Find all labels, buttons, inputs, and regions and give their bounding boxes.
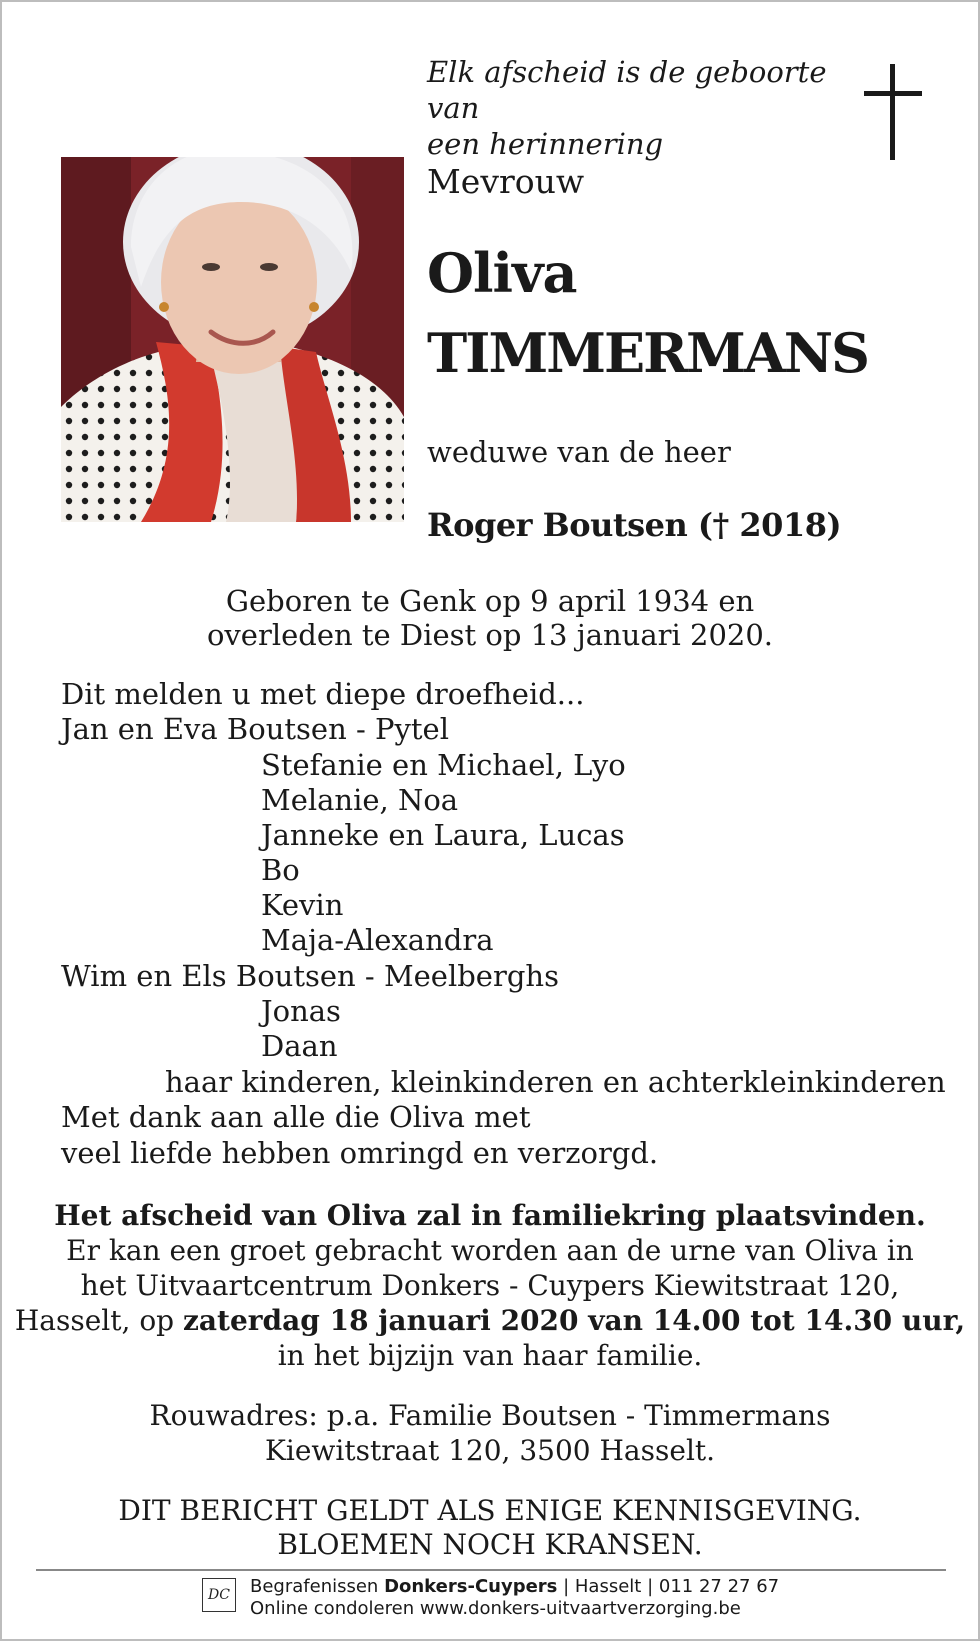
motto-line-1: Elk afscheid is de geboorte van	[427, 55, 827, 125]
cross-icon	[864, 64, 922, 160]
notice-line-2: BLOEMEN NOCH KRANSEN.	[277, 1528, 703, 1561]
family-branch-name: Wim en Els Boutsen - Meelberghs	[61, 959, 559, 993]
funeral-home-prefix: Begrafenissen	[250, 1576, 385, 1597]
widow-of-label: weduwe van de heer	[427, 435, 731, 469]
farewell-date-time: zaterdag 18 januari 2020 van 14.00 tot 14.30 uur,	[183, 1304, 966, 1337]
deceased-last-name: TIMMERMANS	[427, 321, 869, 385]
birth-line: Geboren te Genk op 9 april 1934 en	[225, 584, 755, 618]
family-member: Daan	[261, 1029, 338, 1063]
farewell-line-3	[2, 1303, 978, 1338]
thanks-line-1: Met dank aan alle die Oliva met	[61, 1100, 531, 1134]
motto	[427, 54, 847, 162]
family-member: Jonas	[261, 994, 341, 1028]
funeral-home-logo-icon: DC	[202, 1578, 236, 1612]
honorific: Mevrouw	[427, 162, 585, 201]
family-member: Bo	[261, 853, 300, 887]
farewell-line-2: het Uitvaartcentrum Donkers - Cuypers Kiewitstraat 120,	[80, 1269, 900, 1302]
deceased-first-name: Oliva	[427, 241, 577, 305]
funeral-home-contact: | Hasselt | 011 27 27 67	[557, 1576, 780, 1597]
mourning-address	[2, 1398, 978, 1468]
family-member: Maja-Alexandra	[261, 923, 494, 957]
farewell-line-4: in het bijzijn van haar familie.	[277, 1339, 703, 1372]
notice-line-1: DIT BERICHT GELDT ALS ENIGE KENNISGEVING.	[118, 1494, 862, 1527]
footer-divider	[36, 1569, 946, 1571]
farewell-line-3-prefix: Hasselt, op	[14, 1304, 183, 1337]
birth-death-info	[2, 584, 978, 652]
family-member: Janneke en Laura, Lucas	[261, 818, 625, 852]
family-member: Stefanie en Michael, Lyo	[261, 748, 626, 782]
death-line: overleden te Diest op 13 januari 2020.	[206, 618, 774, 652]
funeral-home-name: Donkers-Cuypers	[384, 1576, 558, 1597]
farewell-heading: Het afscheid van Oliva zal in familiekring plaatsvinden.	[54, 1199, 926, 1232]
spouse-name: Roger Boutsen († 2018)	[427, 506, 842, 544]
online-condolence-link[interactable]: Online condoleren www.donkers-uitvaartverzorging.be	[250, 1598, 741, 1619]
thanks-line-2: veel liefde hebben omringd en verzorgd.	[61, 1136, 659, 1170]
motto-line-2: een herinnering	[427, 127, 664, 161]
family-intro: Dit melden u met diepe droefheid...	[61, 677, 585, 711]
farewell-section	[2, 1198, 978, 1373]
family-relation: haar kinderen, kleinkinderen en achterkleinkinderen	[165, 1065, 946, 1099]
funeral-home-info	[250, 1576, 779, 1598]
farewell-line-1: Er kan een groet gebracht worden aan de urne van Oliva in	[66, 1234, 914, 1267]
address-line-1: Rouwadres: p.a. Familie Boutsen - Timmermans	[149, 1399, 831, 1432]
portrait-photo	[61, 157, 404, 522]
notice	[2, 1494, 978, 1562]
address-line-2: Kiewitstraat 120, 3500 Hasselt.	[264, 1434, 716, 1467]
family-member: Melanie, Noa	[261, 783, 459, 817]
family-member: Kevin	[261, 888, 344, 922]
family-branch-name: Jan en Eva Boutsen - Pytel	[61, 712, 449, 746]
